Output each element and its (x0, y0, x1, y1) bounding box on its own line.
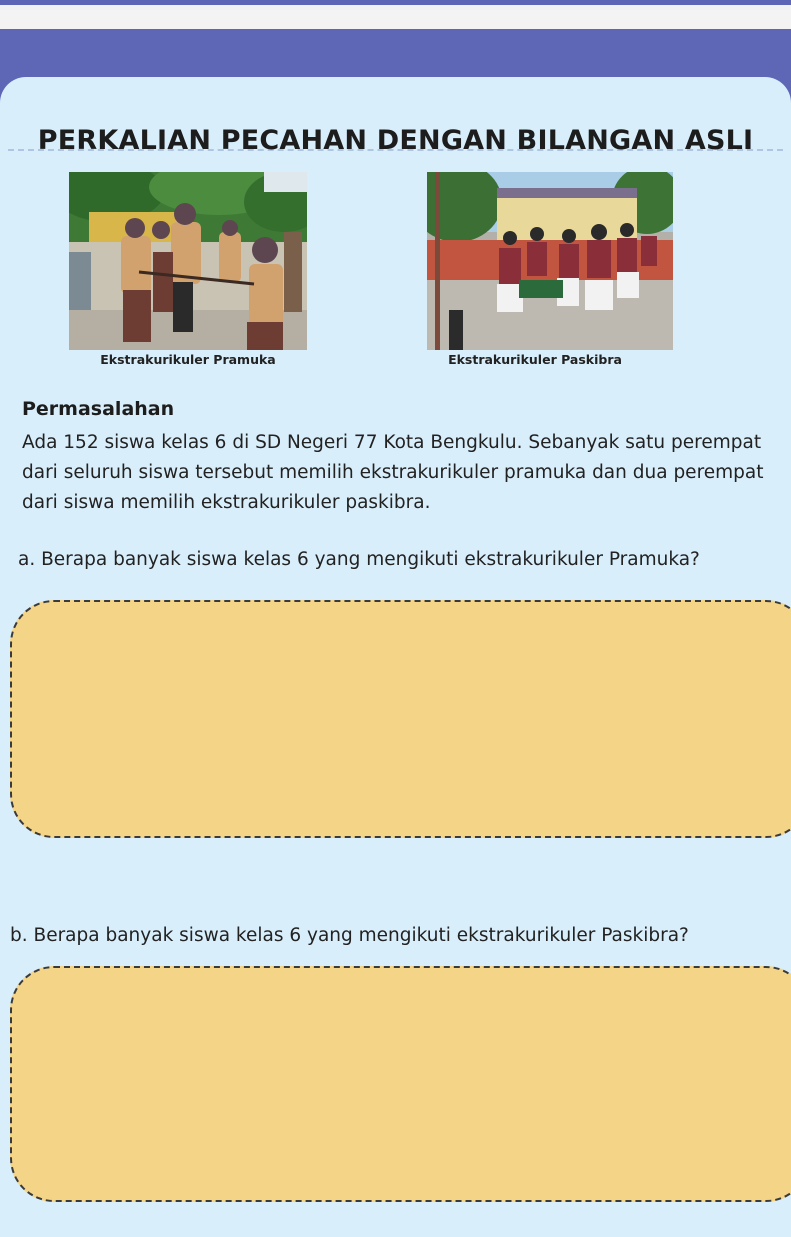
caption-pramuka: Ekstrakurikuler Pramuka (100, 352, 276, 367)
photo-paskibra (427, 172, 673, 350)
page-title: PERKALIAN PECAHAN DENGAN BILANGAN ASLI (37, 125, 754, 156)
answer-box-b[interactable] (10, 966, 791, 1202)
question-a: a. Berapa banyak siswa kelas 6 yang mengikuti ekstrakurikuler Pramuka? (18, 549, 700, 570)
question-b: b. Berapa banyak siswa kelas 6 yang mengikuti ekstrakurikuler Paskibra? (10, 925, 689, 946)
problem-text: Ada 152 siswa kelas 6 di SD Negeri 77 Kota Bengkulu. Sebanyak satu perempat dari seluruh siswa tersebut memilih ekstrakurikuler pramuka dan dua perempat dari siswa memilih ekstrakurikuler paskibra. (22, 432, 764, 513)
answer-box-a[interactable] (10, 600, 791, 838)
caption-paskibra: Ekstrakurikuler Paskibra (448, 352, 622, 367)
problem-heading: Permasalahan (22, 398, 175, 420)
photo-pramuka (69, 172, 307, 350)
top-strip (0, 0, 791, 5)
